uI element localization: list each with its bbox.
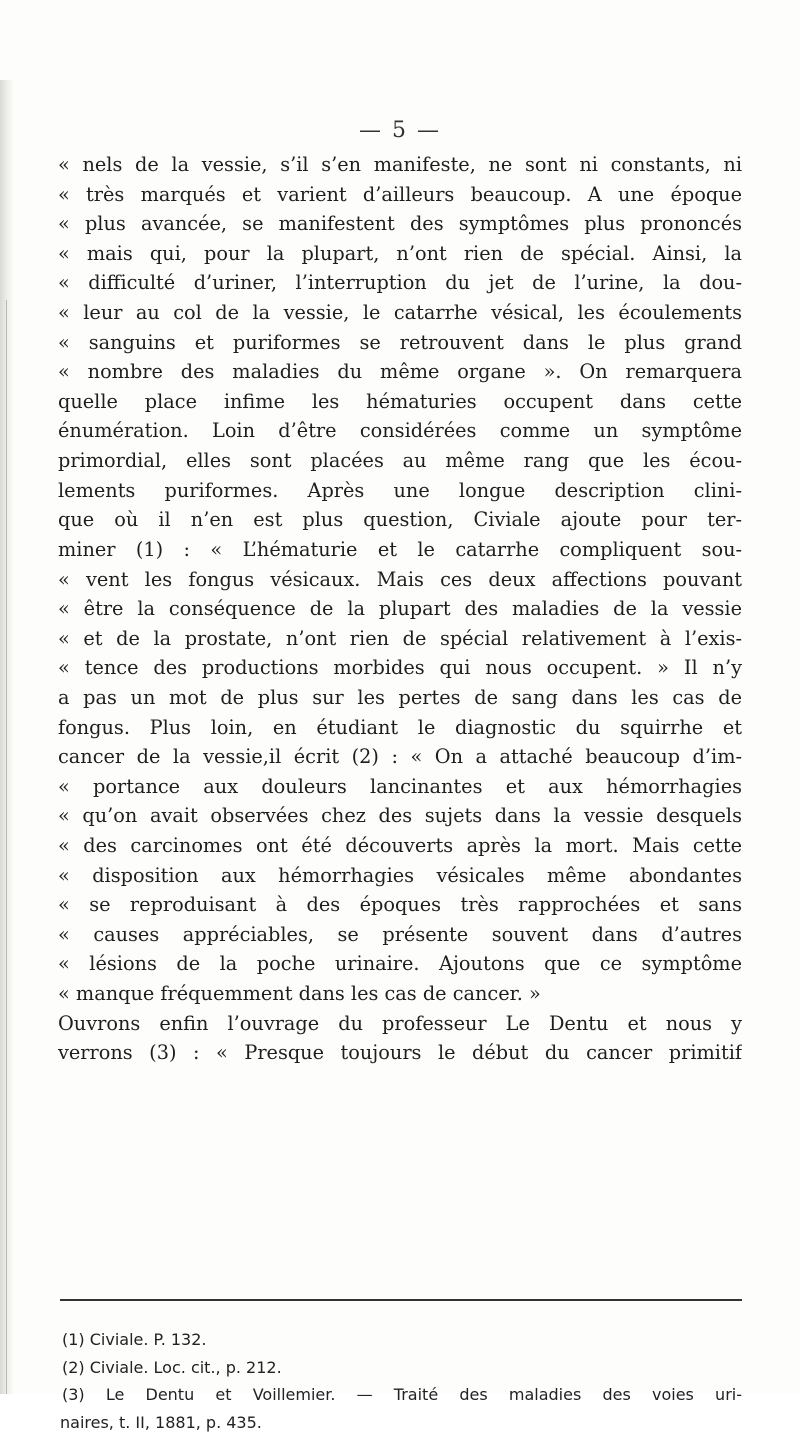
- body-line: cancer de la vessie,il écrit (2) : « On a attaché beaucoup d’im-: [58, 742, 742, 772]
- body-line: que où il n’en est plus question, Civiale ajoute pour ter-: [58, 505, 742, 535]
- body-line: Ouvrons enfin l’ouvrage du professeur Le Dentu et nous y: [58, 1009, 742, 1039]
- body-line: a pas un mot de plus sur les pertes de sang dans les cas de: [58, 683, 742, 713]
- body-line: « se reproduisant à des époques très rapprochées et sans: [58, 890, 742, 920]
- body-line: primordial, elles sont placées au même rang que les écou-: [58, 446, 742, 476]
- body-line: « mais qui, pour la plupart, n’ont rien de spécial. Ainsi, la: [58, 239, 742, 269]
- body-line: « être la conséquence de la plupart des maladies de la vessie: [58, 594, 742, 624]
- page-binding-line: [6, 300, 7, 1394]
- body-line: quelle place infime les hématuries occupent dans cette: [58, 387, 742, 417]
- body-line: « difficulté d’uriner, l’interruption du jet de l’urine, la dou-: [58, 268, 742, 298]
- body-line: « portance aux douleurs lancinantes et aux hémorrhagies: [58, 772, 742, 802]
- footnote: naires, t. II, 1881, p. 435.: [60, 1409, 742, 1436]
- body-line: « lésions de la poche urinaire. Ajoutons que ce symptôme: [58, 949, 742, 979]
- body-line: « et de la prostate, n’ont rien de spécial relativement à l’exis-: [58, 624, 742, 654]
- body-line: « nels de la vessie, s’il s’en manifeste, ne sont ni constants, ni: [58, 150, 742, 180]
- body-line: « plus avancée, se manifestent des symptômes plus prononcés: [58, 209, 742, 239]
- body-line: « disposition aux hémorrhagies vésicales même abondantes: [58, 861, 742, 891]
- body-line: « causes appréciables, se présente souvent dans d’autres: [58, 920, 742, 950]
- body-line: fongus. Plus loin, en étudiant le diagnostic du squirrhe et: [58, 713, 742, 743]
- page-number: — 5 —: [0, 118, 800, 143]
- page-binding-shadow: [0, 80, 14, 1394]
- footnote: (1) Civiale. P. 132.: [60, 1326, 742, 1354]
- footnote-divider: [60, 1299, 742, 1301]
- body-line: « tence des productions morbides qui nous occupent. » Il n’y: [58, 653, 742, 683]
- body-line: « sanguins et puriformes se retrouvent dans le plus grand: [58, 328, 742, 358]
- body-line: lements puriformes. Après une longue description clini-: [58, 476, 742, 506]
- body-line: miner (1) : « L’hématurie et le catarrhe compliquent sou-: [58, 535, 742, 565]
- footnote: (2) Civiale. Loc. cit., p. 212.: [60, 1354, 742, 1382]
- footnotes: [60, 1326, 742, 1436]
- footnote: (3) Le Dentu et Voillemier. — Traité des maladies des voies uri-: [60, 1381, 742, 1409]
- body-line: « qu’on avait observées chez des sujets dans la vessie desquels: [58, 801, 742, 831]
- body-line: verrons (3) : « Presque toujours le début du cancer primitif: [58, 1038, 742, 1068]
- body-line: « manque fréquemment dans les cas de cancer. »: [58, 979, 742, 1009]
- body-text: [58, 150, 742, 1068]
- body-line: « des carcinomes ont été découverts après la mort. Mais cette: [58, 831, 742, 861]
- body-line: « nombre des maladies du même organe ». On remarquera: [58, 357, 742, 387]
- body-line: énumération. Loin d’être considérées comme un symptôme: [58, 416, 742, 446]
- body-line: « vent les fongus vésicaux. Mais ces deux affections pouvant: [58, 565, 742, 595]
- body-line: « très marqués et varient d’ailleurs beaucoup. A une époque: [58, 180, 742, 210]
- body-line: « leur au col de la vessie, le catarrhe vésical, les écoulements: [58, 298, 742, 328]
